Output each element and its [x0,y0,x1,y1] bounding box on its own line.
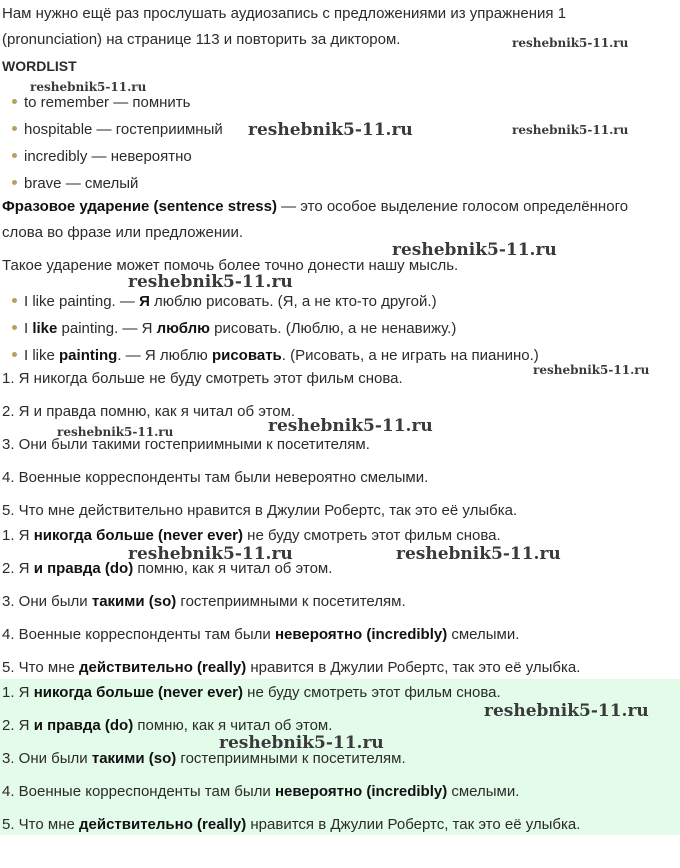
sentence-line: 4. Военные корреспонденты там были невероятно смелыми. [2,469,429,486]
stress-note: Такое ударение может помочь более точно донести нашу мысль. [2,257,459,274]
watermark: reshebnik5-11.ru [128,272,293,292]
watermark: reshebnik5-11.ru [268,416,433,436]
stress-example: I like painting. — Я люблю рисовать. (Я, а не кто-то другой.) [12,293,437,311]
annotated-sentence: 1. Я никогда больше (never ever) не буду смотреть этот фильм снова. [2,527,501,544]
sentence-line: 1. Я никогда больше не буду смотреть этот фильм снова. [2,370,403,387]
watermark: reshebnik5-11.ru [128,544,293,564]
stress-example: I like painting. — Я люблю рисовать. (Рисовать, а не играть на пианино.) [12,347,539,365]
stress-example: I like painting. — Я люблю рисовать. (Люблю, а не ненавижу.) [12,320,456,338]
watermark: reshebnik5-11.ru [396,544,561,564]
wordlist-item: hospitable — гостеприимный [12,121,223,139]
annotated-sentence: 4. Военные корреспонденты там были невероятно (incredibly) смелыми. [2,626,520,643]
bullet-icon [12,99,17,104]
sentence-line: 3. Они были такими гостеприимными к посетителям. [2,436,370,453]
watermark: reshebnik5-11.ru [392,240,557,260]
bullet-icon [12,352,17,357]
bullet-icon [12,126,17,131]
answer-sentence: 4. Военные корреспонденты там были невероятно (incredibly) смелыми. [2,783,520,800]
answer-sentence: 3. Они были такими (so) гостеприимными к посетителям. [2,750,406,767]
answer-sentence: 1. Я никогда больше (never ever) не буду смотреть этот фильм снова. [2,684,501,701]
wordlist-item: to remember — помнить [12,94,191,112]
watermark: reshebnik5-11.ru [533,363,650,377]
wordlist-item: brave — смелый [12,175,138,193]
watermark: reshebnik5-11.ru [57,425,174,439]
stress-definition-line-2: слова во фразе или предложении. [2,224,244,241]
wordlist-item: incredibly — невероятно [12,148,192,166]
watermark: reshebnik5-11.ru [484,701,649,721]
watermark: reshebnik5-11.ru [30,80,147,94]
bullet-icon [12,298,17,303]
watermark: reshebnik5-11.ru [512,123,629,137]
watermark: reshebnik5-11.ru [512,36,629,50]
bullet-icon [12,153,17,158]
annotated-sentence: 2. Я и правда (do) помню, как я читал об этом. [2,560,333,577]
sentence-line: 5. Что мне действительно нравится в Джулии Робертс, так это её улыбка. [2,502,518,519]
bullet-icon [12,180,17,185]
watermark: reshebnik5-11.ru [248,120,413,140]
sentence-line: 2. Я и правда помню, как я читал об этом. [2,403,296,420]
bullet-icon [12,325,17,330]
stress-definition: Фразовое ударение (sentence stress) — это особое выделение голосом определённого [2,198,629,215]
answer-sentence: 2. Я и правда (do) помню, как я читал об этом. [2,717,333,734]
annotated-sentence: 5. Что мне действительно (really) нравится в Джулии Робертс, так это её улыбка. [2,659,581,676]
answer-sentence: 5. Что мне действительно (really) нравится в Джулии Робертс, так это её улыбка. [2,816,581,833]
intro-line-2: (pronunciation) на странице 113 и повторить за диктором. [2,31,401,48]
intro-line-1: Нам нужно ещё раз прослушать аудиозапись с предложениями из упражнения 1 [2,5,567,22]
annotated-sentence: 3. Они были такими (so) гостеприимными к посетителям. [2,593,406,610]
wordlist-title: WORDLIST [2,58,77,74]
watermark: reshebnik5-11.ru [219,733,384,753]
